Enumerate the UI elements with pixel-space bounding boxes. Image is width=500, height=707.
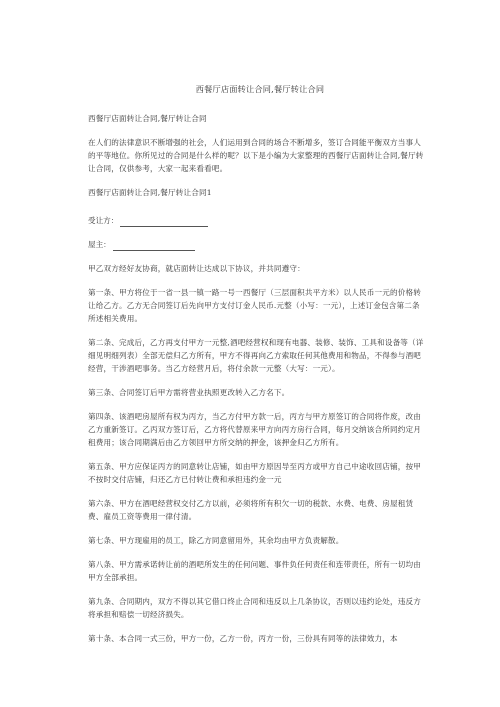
clause-paragraph: 第三条、合同签订后甲方需将营业执照更改转入乙方名下。 <box>88 388 290 397</box>
clause-paragraph: 第一条、甲方将位于一省一县一镇一路一号一西餐厅（三层面积共平方米）以人民币一元的价格转让给乙方。乙方无合同签订后先向甲方支付订金人民币.元整（小写：一元），上述订金包含第二条所述相关费用。 <box>88 288 421 323</box>
document-subtitle: 西餐厅店面转让合同,餐厅转让合同 <box>88 114 207 123</box>
landlord-field <box>88 238 426 251</box>
section-heading: 西餐厅店面转让合同,餐厅转让合同1 <box>88 188 212 197</box>
clause-paragraph: 第五条、甲方应保证丙方的同意转让店铺，如由甲方原因导至丙方或甲方自己中途收回店铺，按甲不按时交付店铺，归还乙方已付转让费和承担违约金一元 <box>88 462 421 484</box>
intro-paragraph: 在人们的法律意识不断增强的社会，人们运用到合同的场合不断增多，签订合同能平衡双方当事人的平等地位。你所见过的合同是什么样的呢？以下是小编为大家整理的西餐厅店面转让合同,餐厅转让合同，仅供参考，大家一起来看看吧。 <box>88 138 424 173</box>
landlord-label: 屋主： <box>88 240 111 249</box>
landlord-blank-line <box>113 242 195 251</box>
transferee-blank-line <box>120 218 208 227</box>
transferee-field <box>88 214 426 227</box>
clause-paragraph: 第六条、甲方在酒吧经营权交付乙方以前，必须将所有积欠一切的税款、水费、电费、房屋租赁费、雇员工资等费用一律付清。 <box>88 499 414 521</box>
transferee-label: 受让方： <box>88 216 119 225</box>
clause-paragraph: 第九条、合同期内，双方不得以其它借口终止合同和违反以上几条协议，否则以违约论处，违反方将承担和赔偿一切经济损失。 <box>88 597 421 619</box>
clause-paragraph: 第二条、完成后，乙方再支付甲方一元整,酒吧经营权和现有电器、装修、装饰、工具和设备等（详细见明细列表）全部无偿归乙方所有，甲方不得再向乙方索取任何其他费用和物品，不得参与酒吧经营，干涉酒吧事务。当乙方经营月后，将付余款一元整（大写：一元）。 <box>88 338 424 373</box>
document-title: 西餐厅店面转让合同,餐厅转让合同 <box>195 84 325 94</box>
clause-paragraph: 第八条、甲方需承诺转让前的酒吧所发生的任何问题、事件负任何责任和连带责任，所有一切均由甲方全部承担。 <box>88 560 421 582</box>
clause-paragraph: 第十条、本合同一式三份，甲方一份，乙方一份，丙方一份，三份具有同等的法律效力，本 <box>88 634 398 643</box>
clause-paragraph: 第四条、该酒吧房屋所有权为丙方，当乙方付甲方款一后，丙方与甲方原签订的合同将作废，改由乙方重新签订。乙丙双方签订后，乙方将代替原来甲方向丙方房行合同，每月交纳该合所同约定月租费用；该合同期满后由乙方领回甲方所交纳的押金，该押金归乙方所有。 <box>88 412 421 447</box>
preamble-paragraph: 甲乙双方经好友协商，就店面转让达成以下协议，并共同遵守： <box>88 264 305 273</box>
clause-paragraph: 第七条、甲方现雇用的员工，除乙方同意留用外，其余均由甲方负责解散。 <box>88 536 344 545</box>
